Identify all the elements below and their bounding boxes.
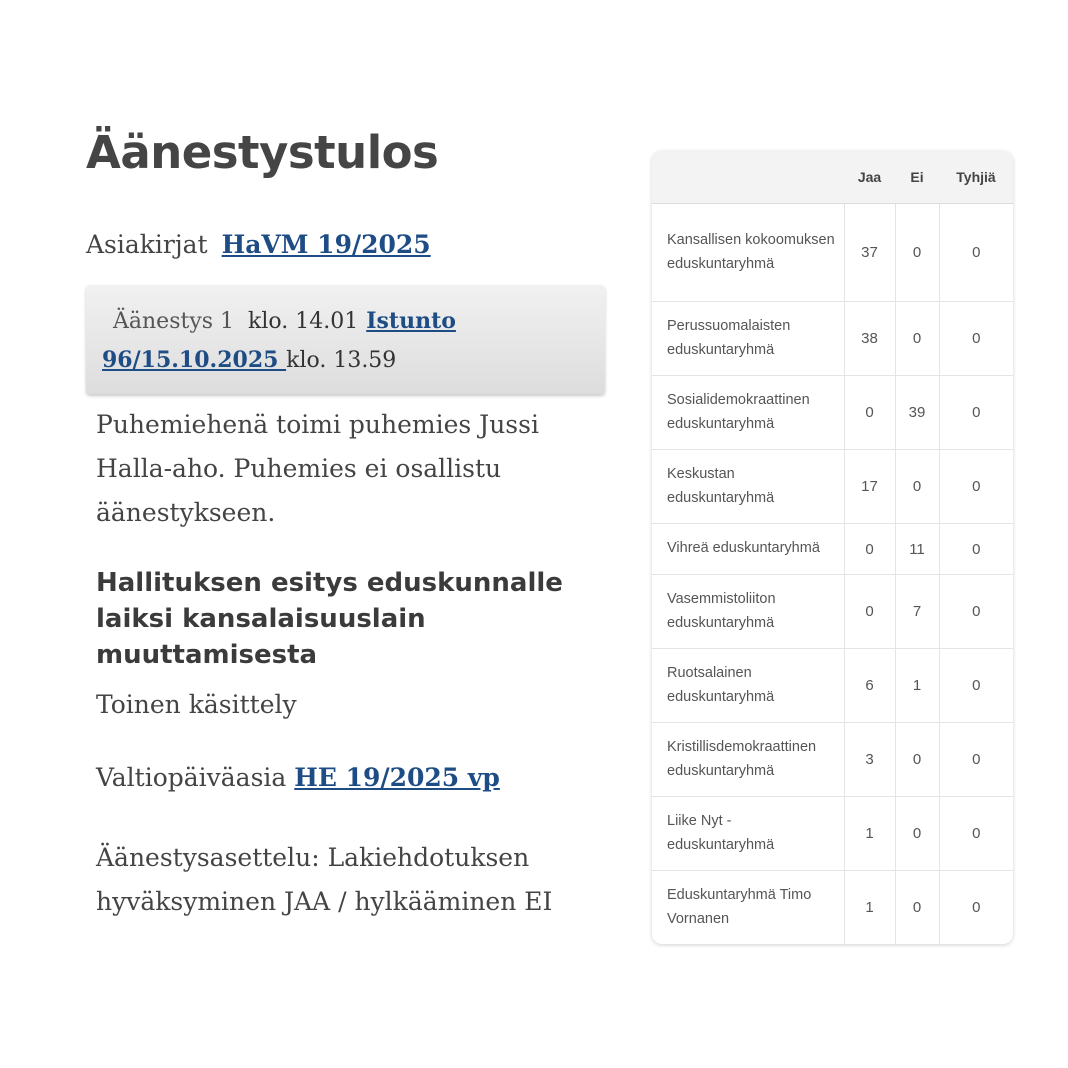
party-name: Liike Nyt -eduskuntaryhmä [652,797,844,871]
tyhjia-count: 0 [939,871,1013,945]
table-header-row [652,151,1013,204]
matter-label: Valtiopäiväasia [96,763,287,792]
jaa-count: 37 [844,204,895,302]
session-time: klo. 13.59 [286,348,397,373]
party-name: Ruotsalainen eduskuntaryhmä [652,649,844,723]
speaker-note: Puhemiehenä toimi puhemies Jussi Halla-aho. Puhemies ei osallistu äänestykseen. [96,410,539,527]
party-name: Kristillisdemokraattinen eduskuntaryhmä [652,723,844,797]
tyhjia-count: 0 [939,204,1013,302]
party-name: Perussuomalaisten eduskuntaryhmä [652,302,844,376]
tyhjia-count: 0 [939,376,1013,450]
documents-label: Asiakirjat [86,230,208,259]
jaa-count: 0 [844,575,895,649]
table-row [652,723,1013,797]
ei-count: 0 [895,723,939,797]
header-ei[interactable]: Ei [895,151,939,204]
ei-count: 0 [895,302,939,376]
table-row [652,450,1013,524]
party-name: Vasemmistoliiton eduskuntaryhmä [652,575,844,649]
table-row [652,649,1013,723]
matter-line [96,763,500,792]
ei-count: 0 [895,797,939,871]
voting-question: Äänestysasettelu: Lakiehdotuksen hyväksyminen JAA / hylkääminen EI [96,843,553,916]
results-table [652,151,1013,944]
table-row [652,797,1013,871]
ei-count: 0 [895,871,939,945]
tyhjia-count: 0 [939,524,1013,575]
party-name: Eduskuntaryhmä Timo Vornanen [652,871,844,945]
matter-link[interactable]: HE 19/2025 vp [294,763,500,792]
page-title: Äänestystulos [86,126,439,179]
tyhjia-count: 0 [939,450,1013,524]
tyhjia-count: 0 [939,797,1013,871]
table-row [652,871,1013,945]
vote-info-box [86,285,605,394]
ei-count: 0 [895,204,939,302]
jaa-count: 0 [844,524,895,575]
party-name: Kansallisen kokoomuksen eduskuntaryhmä [652,204,844,302]
session-link-line1: Istunto [366,308,456,334]
vote-label: Äänestys 1 [113,309,235,334]
tyhjia-count: 0 [939,302,1013,376]
party-name: Vihreä eduskuntaryhmä [652,524,844,575]
table-row [652,376,1013,450]
session-link-line2: 96/15.10.2025 [102,347,279,373]
header-jaa[interactable]: Jaa [844,151,895,204]
jaa-count: 38 [844,302,895,376]
tyhjia-count: 0 [939,649,1013,723]
table-row [652,302,1013,376]
table-row [652,524,1013,575]
table-row [652,204,1013,302]
jaa-count: 6 [844,649,895,723]
jaa-count: 1 [844,797,895,871]
processing-stage: Toinen käsittely [96,690,297,719]
documents-line [86,230,431,259]
jaa-count: 17 [844,450,895,524]
vote-time: klo. 14.01 [248,309,359,334]
bill-title: Hallituksen esitys eduskunnalle laiksi kansalaisuuslain muuttamisesta [96,568,563,670]
ei-count: 39 [895,376,939,450]
ei-count: 0 [895,450,939,524]
table-row [652,575,1013,649]
party-name: Sosialidemokraattinen eduskuntaryhmä [652,376,844,450]
header-party [652,151,844,204]
document-link[interactable]: HaVM 19/2025 [221,230,431,259]
tyhjia-count: 0 [939,723,1013,797]
ei-count: 1 [895,649,939,723]
header-tyhjia[interactable]: Tyhjiä [939,151,1013,204]
jaa-count: 3 [844,723,895,797]
party-name: Keskustan eduskuntaryhmä [652,450,844,524]
tyhjia-count: 0 [939,575,1013,649]
ei-count: 11 [895,524,939,575]
jaa-count: 1 [844,871,895,945]
jaa-count: 0 [844,376,895,450]
ei-count: 7 [895,575,939,649]
